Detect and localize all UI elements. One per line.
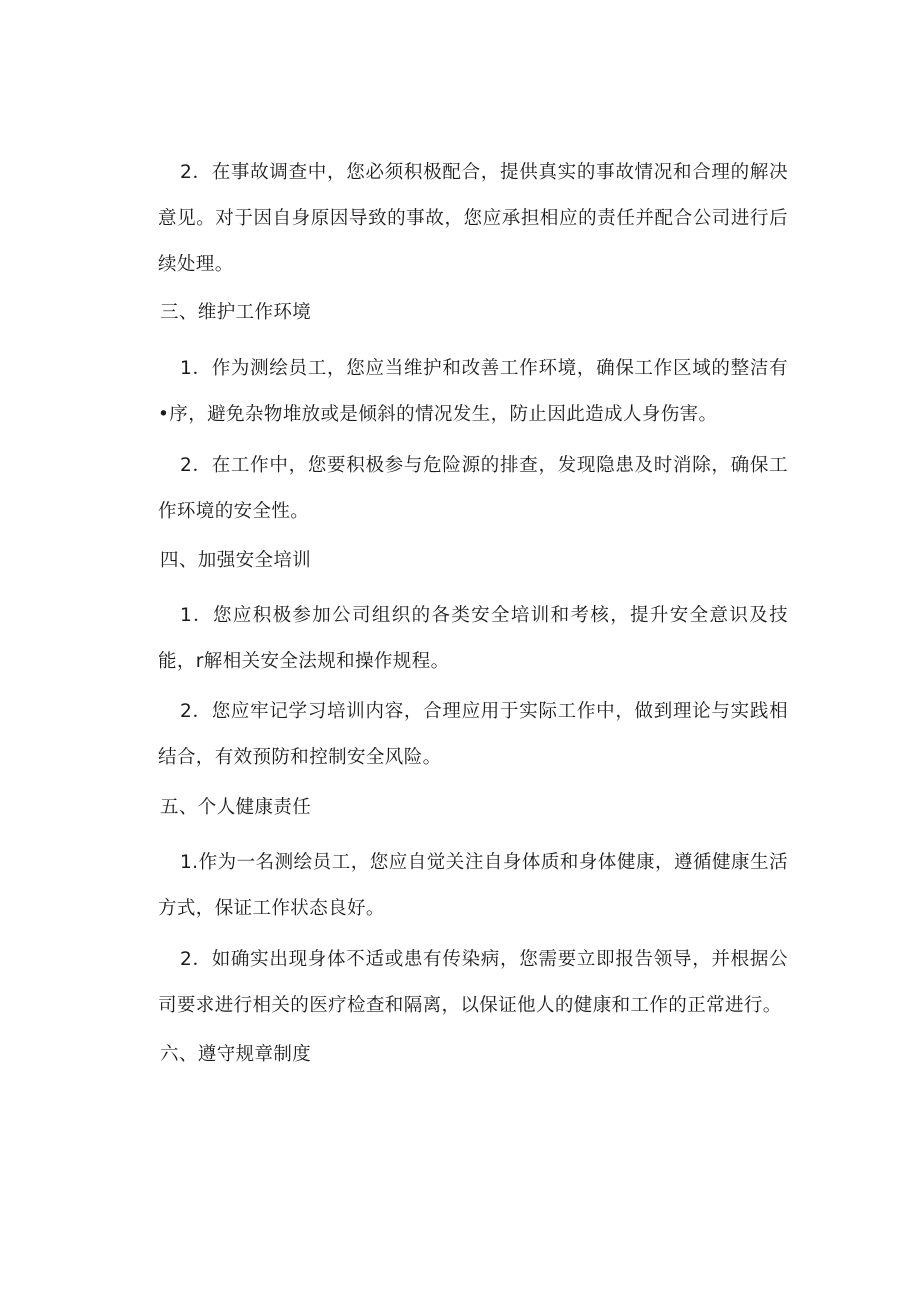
paragraph-health-awareness: 1.作为一名测绘员工，您应自觉关注自身体质和身体健康，遵循健康生活方式，保证工作状态良好。: [158, 852, 788, 919]
section-heading-work-environment: 三、维护工作环境: [160, 302, 312, 323]
paragraph-maintain-environment: 1．作为测绘员工，您应当维护和改善工作环境，确保工作区域的整洁有•序，避免杂物堆放或是倾斜的情况发生，防止因此造成人身伤害。: [158, 358, 788, 425]
paragraph-illness-report: 2．如确实出现身体不适或患有传染病，您需要立即报告领导，并根据公司要求进行相关的医疗检查和隔离，以保证他人的健康和工作的正常进行。: [158, 949, 788, 1016]
section-heading-personal-health: 五、个人健康责任: [160, 797, 312, 818]
section-heading-safety-training: 四、加强安全培训: [160, 550, 312, 571]
paragraph-accident-investigation: 2．在事故调查中，您必须积极配合，提供真实的事故情况和合理的解决意见。对于因自身原因导致的事故，您应承担相应的责任并配合公司进行后续处理。: [158, 162, 788, 275]
paragraph-hazard-inspection: 2．在工作中，您要积极参与危险源的排查，发现隐患及时消除，确保工作环境的安全性。: [158, 455, 788, 522]
paragraph-attend-training: 1．您应积极参加公司组织的各类安全培训和考核，提升安全意识及技能，r解相关安全法规和操作规程。: [158, 605, 788, 672]
paragraph-apply-training: 2．您应牢记学习培训内容，合理应用于实际工作中，做到理论与实践相结合，有效预防和控制安全风险。: [158, 701, 788, 768]
section-heading-rules-compliance: 六、遵守规章制度: [160, 1044, 312, 1065]
